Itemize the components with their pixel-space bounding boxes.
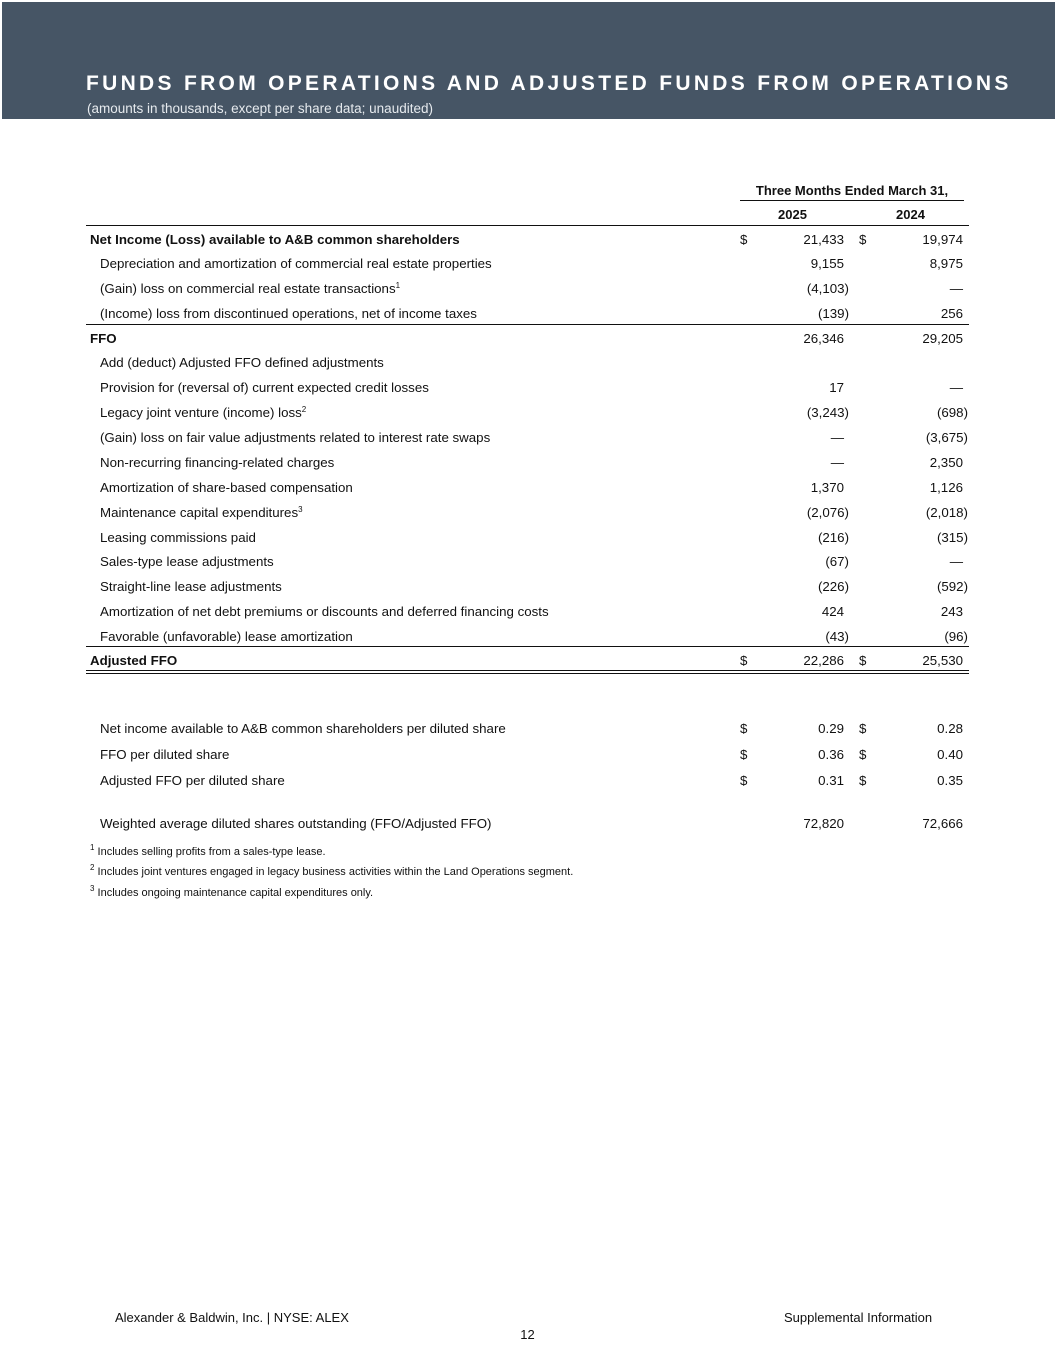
value-2024: — <box>949 281 963 296</box>
table-row <box>0 451 1055 475</box>
footnote <box>90 884 374 899</box>
value-2025: (2,076) <box>806 505 849 520</box>
shares-outstanding-row <box>0 812 1055 836</box>
footnote-marker: 3 <box>298 505 303 514</box>
table-row <box>0 228 1055 252</box>
row-label: Net Income (Loss) available to A&B common shareholders <box>90 232 460 247</box>
per-share-row <box>0 743 1055 767</box>
table-row <box>0 526 1055 550</box>
period-header: Three Months Ended March 31, <box>755 183 949 198</box>
page-title: FUNDS FROM OPERATIONS AND ADJUSTED FUNDS FROM OPERATIONS <box>86 72 1012 95</box>
value-2025: 21,433 <box>803 232 844 247</box>
double-rule-bottom <box>86 673 969 674</box>
value-2025: 26,346 <box>803 331 844 346</box>
value-2024: (3,675) <box>925 430 968 445</box>
currency-symbol: $ <box>740 773 748 788</box>
value-2024: 0.35 <box>937 773 963 788</box>
footnote-number: 2 <box>90 863 95 872</box>
footer-company: Alexander & Baldwin, Inc. | NYSE: ALEX <box>115 1310 349 1325</box>
value-2024: 19,974 <box>922 232 963 247</box>
value-2024: 72,666 <box>922 816 963 831</box>
value-2025: (67) <box>825 554 849 569</box>
column-header-2025: 2025 <box>778 207 807 222</box>
row-label: Add (deduct) Adjusted FFO defined adjustments <box>100 355 384 370</box>
table-row <box>0 327 1055 351</box>
currency-symbol: $ <box>859 773 867 788</box>
table-row <box>0 252 1055 276</box>
value-2024: (96) <box>944 629 968 644</box>
per-share-row <box>0 717 1055 741</box>
currency-symbol: $ <box>859 232 867 247</box>
footnote-text: Includes selling profits from a sales-type lease. <box>97 846 326 858</box>
value-2024: 1,126 <box>929 480 963 495</box>
column-header-2024: 2024 <box>896 207 925 222</box>
row-label: (Income) loss from discontinued operations, net of income taxes <box>100 306 477 321</box>
value-2025: 0.31 <box>818 773 844 788</box>
row-label: Adjusted FFO <box>90 653 178 668</box>
table-row <box>0 401 1055 425</box>
value-2025: 0.36 <box>818 747 844 762</box>
row-label: FFO <box>90 331 117 346</box>
value-2025: (226) <box>817 579 849 594</box>
value-2024: — <box>949 554 963 569</box>
value-2024: 0.28 <box>937 721 963 736</box>
value-2024: (2,018) <box>925 505 968 520</box>
currency-symbol: $ <box>740 653 748 668</box>
row-label: Straight-line lease adjustments <box>100 579 282 594</box>
page-number: 12 <box>520 1327 535 1342</box>
value-2024: 0.40 <box>937 747 963 762</box>
table-row <box>0 550 1055 574</box>
row-label: Amortization of net debt premiums or discounts and deferred financing costs <box>100 604 549 619</box>
table-row <box>0 277 1055 301</box>
period-underline <box>740 200 964 201</box>
currency-symbol: $ <box>859 653 867 668</box>
table-row <box>0 426 1055 450</box>
footnote <box>90 863 574 878</box>
footnote-marker: 2 <box>301 405 307 414</box>
value-2025: (139) <box>817 306 849 321</box>
currency-symbol: $ <box>859 747 867 762</box>
footer-section: Supplemental Information <box>784 1310 933 1325</box>
row-label: Leasing commissions paid <box>100 530 256 545</box>
subtotal-rule <box>86 324 969 325</box>
value-2025: (216) <box>817 530 849 545</box>
footnote-text: Includes joint ventures engaged in legacy business activities within the Land Operations segment. <box>97 866 574 878</box>
value-2024: 243 <box>940 604 963 619</box>
value-2024: 29,205 <box>922 331 963 346</box>
row-label: Amortization of share-based compensation <box>100 480 353 495</box>
subtotal-rule <box>86 646 969 647</box>
table-row <box>0 575 1055 599</box>
value-2024: 25,530 <box>922 653 963 668</box>
row-label: Provision for (reversal of) current expected credit losses <box>100 380 429 395</box>
value-2025: 1,370 <box>810 480 844 495</box>
row-label: Weighted average diluted shares outstanding (FFO/Adjusted FFO) <box>100 816 492 831</box>
row-label: FFO per diluted share <box>100 747 230 762</box>
row-label: (Gain) loss on fair value adjustments related to interest rate swaps <box>100 430 491 445</box>
value-2025: — <box>830 455 844 470</box>
table-row <box>0 302 1055 326</box>
row-label: Net income available to A&B common shareholders per diluted share <box>100 721 506 736</box>
currency-symbol: $ <box>740 721 748 736</box>
table-row <box>0 351 1055 375</box>
table-row <box>0 600 1055 624</box>
value-2025: 72,820 <box>803 816 844 831</box>
row-label: Adjusted FFO per diluted share <box>100 773 285 788</box>
value-2025: (3,243) <box>806 405 849 420</box>
table-row <box>0 476 1055 500</box>
row-label: Maintenance capital expenditures$^3$ <box>100 505 303 520</box>
table-row <box>0 376 1055 400</box>
value-2025: (43) <box>825 629 849 644</box>
table-top-rule <box>86 225 969 226</box>
currency-symbol: $ <box>740 232 748 247</box>
value-2024: 256 <box>940 306 963 321</box>
currency-symbol: $ <box>859 721 867 736</box>
page-subtitle: (amounts in thousands, except per share data; unaudited) <box>87 101 433 116</box>
footnote-text: Includes ongoing maintenance capital expenditures only. <box>97 887 374 899</box>
footnote-marker: 1 <box>395 281 401 290</box>
value-2024: (315) <box>936 530 968 545</box>
value-2025: 17 <box>829 380 844 395</box>
value-2025: 0.29 <box>818 721 844 736</box>
value-2025: 22,286 <box>803 653 844 668</box>
value-2025: (4,103) <box>806 281 849 296</box>
row-label: Non-recurring financing-related charges <box>100 455 335 470</box>
value-2024: 8,975 <box>929 256 963 271</box>
value-2024: (592) <box>936 579 968 594</box>
currency-symbol: $ <box>740 747 748 762</box>
page-header-banner <box>2 2 1055 119</box>
value-2025: 9,155 <box>810 256 844 271</box>
footnote-number: 3 <box>90 884 95 893</box>
double-rule-top <box>86 670 969 671</box>
value-2025: — <box>830 430 844 445</box>
footnote <box>90 843 326 858</box>
row-label: Legacy joint venture (income) loss$^2$ <box>100 405 307 420</box>
value-2024: 2,350 <box>929 455 963 470</box>
per-share-row <box>0 769 1055 793</box>
row-label: (Gain) loss on commercial real estate transactions$^1$ <box>100 281 401 296</box>
table-row <box>0 501 1055 525</box>
row-label: Sales-type lease adjustments <box>100 554 274 569</box>
row-label: Depreciation and amortization of commercial real estate properties <box>100 256 492 271</box>
value-2025: 424 <box>821 604 844 619</box>
value-2024: (698) <box>936 405 968 420</box>
footnote-number: 1 <box>90 843 95 852</box>
row-label: Favorable (unfavorable) lease amortization <box>100 629 353 644</box>
value-2024: — <box>949 380 963 395</box>
